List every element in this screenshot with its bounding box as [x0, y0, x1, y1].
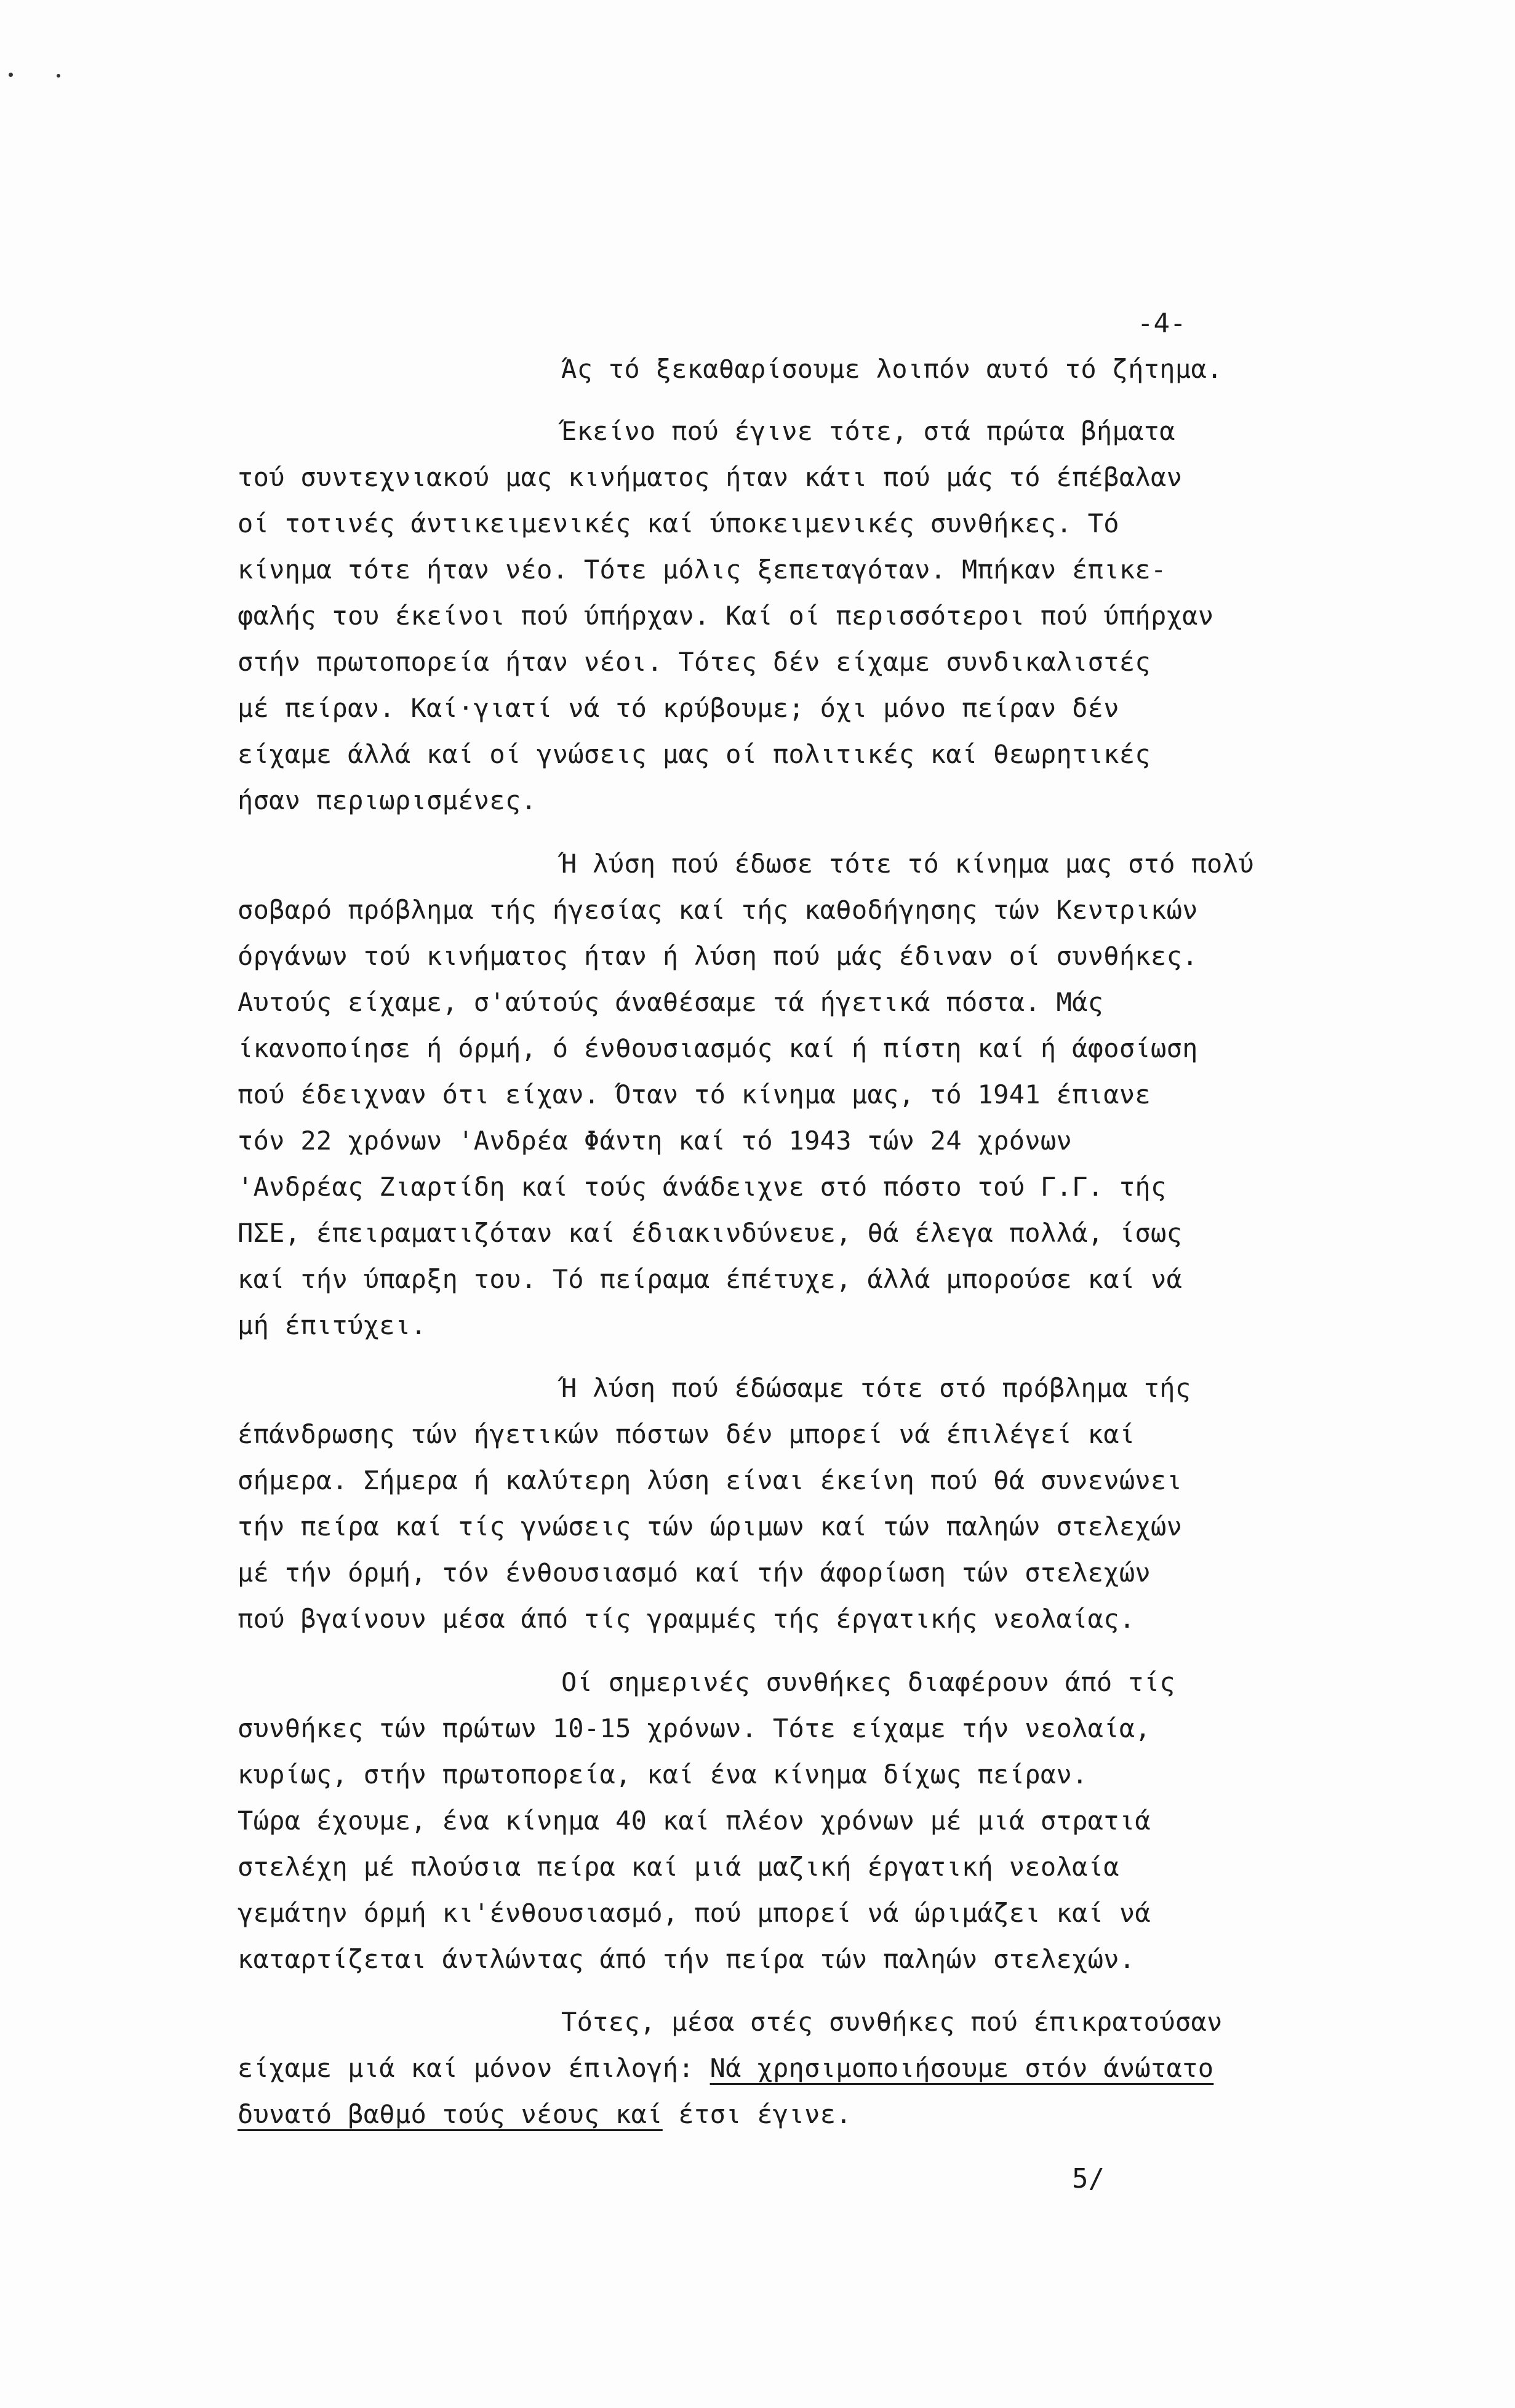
text-line: πού βγαίνουν μέσα άπό τίς γραμμές τής έργατικής νεολαίας. [238, 1604, 1135, 1634]
text-line: τού συντεχνιακού μας κινήματος ήταν κάτι πού μάς τό έπέβαλαν [238, 462, 1183, 492]
text-line: ήσαν περιωρισμένες. [238, 785, 537, 815]
text-line: έπάνδρωσης τών ήγετικών πόστων δέν μπορεί νά έπιλέγεί καί [238, 1419, 1135, 1449]
text-line: όργάνων τού κινήματος ήταν ή λύση πού μάς έδιναν οί συνθήκες. [238, 941, 1198, 971]
text-line: Οί σημερινές συνθήκες διαφέρουν άπό τίς [561, 1667, 1175, 1697]
text-line: φαλής του έκείνοι πού ύπήρχαν. Καί οί περισσότεροι πού ύπήρχαν [238, 601, 1214, 631]
underlined-text: δυνατό βαθμό τούς νέους καί [238, 2099, 663, 2129]
plain-text: έτσι έγινε. [662, 2099, 852, 2129]
text-line: Τώρα έχουμε, ένα κίνημα 40 καί πλέον χρόνων μέ μιά στρατιά [238, 1806, 1151, 1836]
text-line-emphasis [238, 2098, 852, 2130]
text-line: Ή λύση πού έδωσε τότε τό κίνημα μας στό πολύ [561, 849, 1254, 879]
scan-speck [57, 74, 60, 78]
text-line: γεμάτην όρμή κι'ένθουσιασμό, πού μπορεί νά ώριμάζει καί νά [238, 1898, 1151, 1928]
text-line: στήν πρωτοπορεία ήταν νέοι. Τότες δέν είχαμε συνδικαλιστές [238, 647, 1151, 677]
text-line-emphasis [238, 2052, 1213, 2084]
text-line: ΠΣΕ, έπειραματιζόταν καί έδιακινδύνευε, θά έλεγα πολλά, ίσως [238, 1218, 1183, 1248]
text-line: Ή λύση πού έδώσαμε τότε στό πρόβλημα τής [561, 1373, 1191, 1403]
text-line: καταρτίζεται άντλώντας άπό τήν πείρα τών παληών στελεχών. [238, 1944, 1135, 1974]
text-line: πού έδειχναν ότι είχαν. Όταν τό κίνημα μας, τό 1941 έπιανε [238, 1079, 1151, 1110]
underlined-text: Νά χρησιμοποιήσουμε στόν άνώτατο [710, 2053, 1214, 2083]
text-line: ίκανοποίησε ή όρμή, ό ένθουσιασμός καί ή πίστη καί ή άφοσίωση [238, 1033, 1198, 1063]
text-line: στελέχη μέ πλούσια πείρα καί μιά μαζική έργατική νεολαία [238, 1852, 1119, 1882]
text-line: Αυτούς είχαμε, σ'αύτούς άναθέσαμε τά ήγετικά πόστα. Μάς [238, 987, 1104, 1017]
text-line: σήμερα. Σήμερα ή καλύτερη λύση είναι έκείνη πού θά συνενώνει [238, 1465, 1183, 1495]
text-line: είχαμε άλλά καί οί γνώσεις μας οί πολιτικές καί θεωρητικές [238, 739, 1151, 769]
text-line: Άς τό ξεκαθαρίσουμε λοιπόν αυτό τό ζήτημα. [561, 354, 1223, 384]
text-line: 'Ανδρέας Ζιαρτίδη καί τούς άνάδειχνε στό πόστο τού Γ.Γ. τής [238, 1172, 1167, 1202]
text-line: τήν πείρα καί τίς γνώσεις τών ώριμων καί τών παληών στελεχών [238, 1511, 1183, 1542]
scan-speck [9, 73, 13, 77]
text-line: μέ τήν όρμή, τόν ένθουσιασμό καί τήν άφορίωση τών στελεχών [238, 1558, 1151, 1588]
text-line: Τότες, μέσα στές συνθήκες πού έπικρατούσαν [561, 2007, 1223, 2037]
text-line: κυρίως, στήν πρωτοπορεία, καί ένα κίνημα δίχως πείραν. [238, 1759, 1088, 1790]
text-line: τόν 22 χρόνων 'Ανδρέα Φάντη καί τό 1943 τών 24 χρόνων [238, 1126, 1073, 1156]
text-line: μέ πείραν. Καί·γιατί νά τό κρύβουμε; όχι μόνο πείραν δέν [238, 693, 1119, 723]
text-line: Έκείνο πού έγινε τότε, στά πρώτα βήματα [561, 416, 1175, 446]
text-line: σοβαρό πρόβλημα τής ήγεσίας καί τής καθοδήγησης τών Κεντρικών [238, 895, 1198, 925]
text-line: οί τοτινές άντικειμενικές καί ύποκειμενικές συνθήκες. Τό [238, 508, 1119, 538]
text-line: καί τήν ύπαρξη του. Τό πείραμα έπέτυχε, άλλά μπορούσε καί νά [238, 1264, 1183, 1294]
page-number: -4- [1137, 308, 1186, 339]
text-line: συνθήκες τών πρώτων 10-15 χρόνων. Τότε είχαμε τήν νεολαία, [238, 1713, 1151, 1743]
plain-text: είχαμε μιά καί μόνον έπιλογή: [238, 2053, 710, 2083]
continuation-marker: 5/ [1072, 2163, 1105, 2194]
text-line: κίνημα τότε ήταν νέο. Τότε μόλις ξεπεταγόταν. Μπήκαν έπικε- [238, 554, 1167, 585]
text-line: μή έπιτύχει. [238, 1310, 427, 1340]
